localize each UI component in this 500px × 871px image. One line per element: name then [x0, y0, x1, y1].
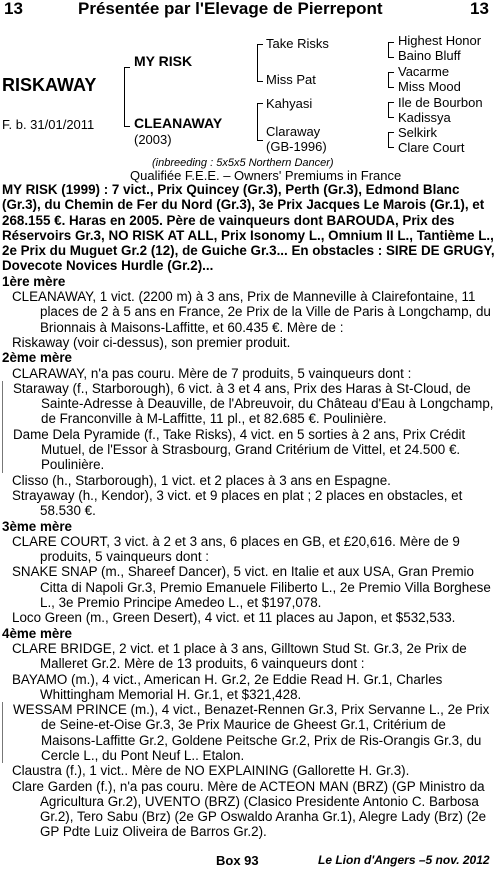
dam-year: (2003): [134, 132, 172, 147]
page-title: Présentée par l'Elevage de Pierrepont: [78, 0, 383, 18]
dam-name: CLEANAWAY: [134, 115, 223, 131]
horse-details: F. b. 31/01/2011: [2, 117, 95, 132]
produce-entry: Claustra (f.), 1 vict.. Mère de NO EXPLAINING (Gallorette H. Gr.3).: [12, 763, 410, 779]
second-dam-text: CLARAWAY, n'a pas couru. Mère de 7 produits, 5 vainqueurs dont :: [12, 365, 412, 381]
ancestor: Clare Court: [398, 140, 465, 155]
produce-entry: BAYAMO (m.), 4 vict., American H. Gr.2, 2e Eddie Read H. Gr.1, Charles Whittingham Memorial H. Gr.1, et $321,428.: [12, 671, 443, 702]
bracket-2: [257, 44, 263, 82]
ancestor: Baino Bluff: [398, 48, 461, 63]
box-number: Box 93: [216, 853, 259, 868]
bracket-6: [388, 102, 394, 118]
ancestor: Selkirk: [398, 125, 438, 140]
produce-entry: Staraway (f., Starborough), 6 vict. à 3 et 4 ans, Prix des Haras à St-Cloud, de Sainte-Adresse à Deauville, de l'Abreuvoir, du Château d'Eau à Longchamp, de Franconville à M-Laffitte, 11 pl., et 82.685 €. Poulinière.: [2, 381, 498, 427]
bracket-7: [388, 132, 394, 148]
produce-entry: Clare Garden (f.), n'a pas couru. Mère de ACTEON MAN (BRZ) (GP Ministro da Agricultura Gr.2), UVENTO (BRZ) (Clasico Presidente Antonio C. Barbosa Gr.2), Tero Sabu (Brz) (2e GP Oswaldo Aranha Gr.1), Alegre Lady (Brz) (2e GP Pdte Luiz Oliveira de Barros Gr.2).: [12, 778, 487, 840]
produce-entry: Strayaway (h., Kendor), 3 vict. et 9 places en plat ; 2 places en obstacles, et 58.530 €.: [12, 487, 463, 519]
first-dam-heading: 1ère mère: [2, 273, 66, 289]
bracket-3: [257, 103, 263, 141]
lot-description: [2, 182, 498, 840]
dam-dam-year: (GB-1996): [266, 139, 327, 154]
produce-entry: Clisso (h., Starborough), 1 vict. et 2 places à 3 ans en Espagne.: [12, 472, 391, 488]
ancestor: Ile de Bourbon: [398, 95, 483, 110]
dam-sire: Kahyasi: [266, 96, 313, 111]
sire-sire: Take Risks: [266, 36, 329, 51]
bracket-4: [388, 42, 394, 58]
produce-entry: Riskaway (voir ci-dessus), son premier produit.: [12, 334, 291, 350]
ancestor: Miss Mood: [398, 79, 461, 94]
sire-paragraph: MY RISK (1999) : 7 vict., Prix Quincey (Gr.3), Perth (Gr.3), Edmond Blanc (Gr.3), du Chemin de Fer du Nord (Gr.3), 3e Prix Jacques Le Marois (Gr.1), et 268.155 €. Haras en 2005. Père de vainqueurs dont BAROUDA, Prix des Réservoirs Gr.3, NO RISK AT ALL, Prix Isonomy L., Omnium II L., Tantième L., 2e Prix du Muguet Gr.2 (12), de Guiche Gr.3... En obstacles : SIRE DE GRUGY, Dovecote Novices Hurdle (Gr.2)...: [2, 182, 495, 274]
lot-number-right: 13: [470, 0, 489, 18]
inbreeding-note: (inbreeding : 5x5x5 Northern Dancer): [152, 157, 334, 169]
ancestor: Kadissya: [398, 110, 451, 125]
first-dam-text: CLEANAWAY, 1 vict. (2200 m) à 3 ans, Prix de Manneville à Clairefontaine, 11 places de 2 à 5 ans en France, 2e Prix de la Ville de Paris à Longchamp, du Brionnais à Maisons-Laffitte, et 60.435 €. Mère de :: [12, 289, 491, 335]
third-dam-heading: 3ème mère: [2, 518, 72, 534]
produce-entry: Loco Green (m., Green Desert), 4 vict. et 11 places au Japon, et $532,533.: [12, 610, 456, 626]
produce-entry: SNAKE SNAP (m., Shareef Dancer), 5 vict. en Italie et aux USA, Gran Premio Citta di Napoli Gr.3, Premio Emanuele Filiberto L., 2e Premio Villa Borghese L., 3e Premio Principe Amedeo L., et $197,078.: [12, 564, 491, 611]
qualification: Qualifiée F.E.E. – Owners' Premiums in France: [130, 168, 402, 183]
horse-name: RISKAWAY: [2, 75, 97, 95]
fourth-dam-text: CLARE BRIDGE, 2 vict. et 1 place à 3 ans, Gilltown Stud St. Gr.3, 2e Prix de Malleret Gr.2. Mère de 13 produits, 6 vainqueurs dont :: [12, 640, 467, 672]
lot-number: 13: [4, 0, 23, 18]
bracket-5: [388, 72, 394, 88]
ancestor: Highest Honor: [398, 33, 482, 48]
dam-dam: Claraway: [266, 124, 321, 139]
produce-entry: Dame Dela Pyramide (f., Take Risks), 4 vict. en 5 sorties à 2 ans, Prix Crédit Mutuel, de l'Essor à Strasbourg, Grand Critérium de Vittel, et 24.500 €. Poulinière.: [2, 427, 498, 473]
produce-entry: WESSAM PRINCE (m.), 4 vict., Benazet-Rennen Gr.3, Prix Servanne L., 2e Prix de Seine-et-Oise Gr.3, 3e Prix Maurice de Gheest Gr.1, Critérium de Maisons-Laffitte Gr.2, Goldene Peitsche Gr.2, Prix de Ris-Orangis Gr.3, du Cercle L., du Pont Neuf L.. Etalon.: [2, 702, 498, 763]
bracket-1: [124, 67, 130, 127]
third-dam-text: CLARE COURT, 3 vict. à 2 et 3 ans, 6 places en GB, et £20,616. Mère de 9 produits, 5 vainqueurs dont :: [12, 533, 460, 565]
fourth-dam-heading: 4ème mère: [2, 625, 72, 641]
ancestor: Vacarme: [398, 64, 450, 79]
second-dam-heading: 2ème mère: [2, 350, 72, 366]
sale-info: Le Lion d'Angers –5 nov. 2012: [318, 853, 490, 867]
sire-name: MY RISK: [134, 53, 193, 69]
sire-dam: Miss Pat: [266, 72, 316, 87]
